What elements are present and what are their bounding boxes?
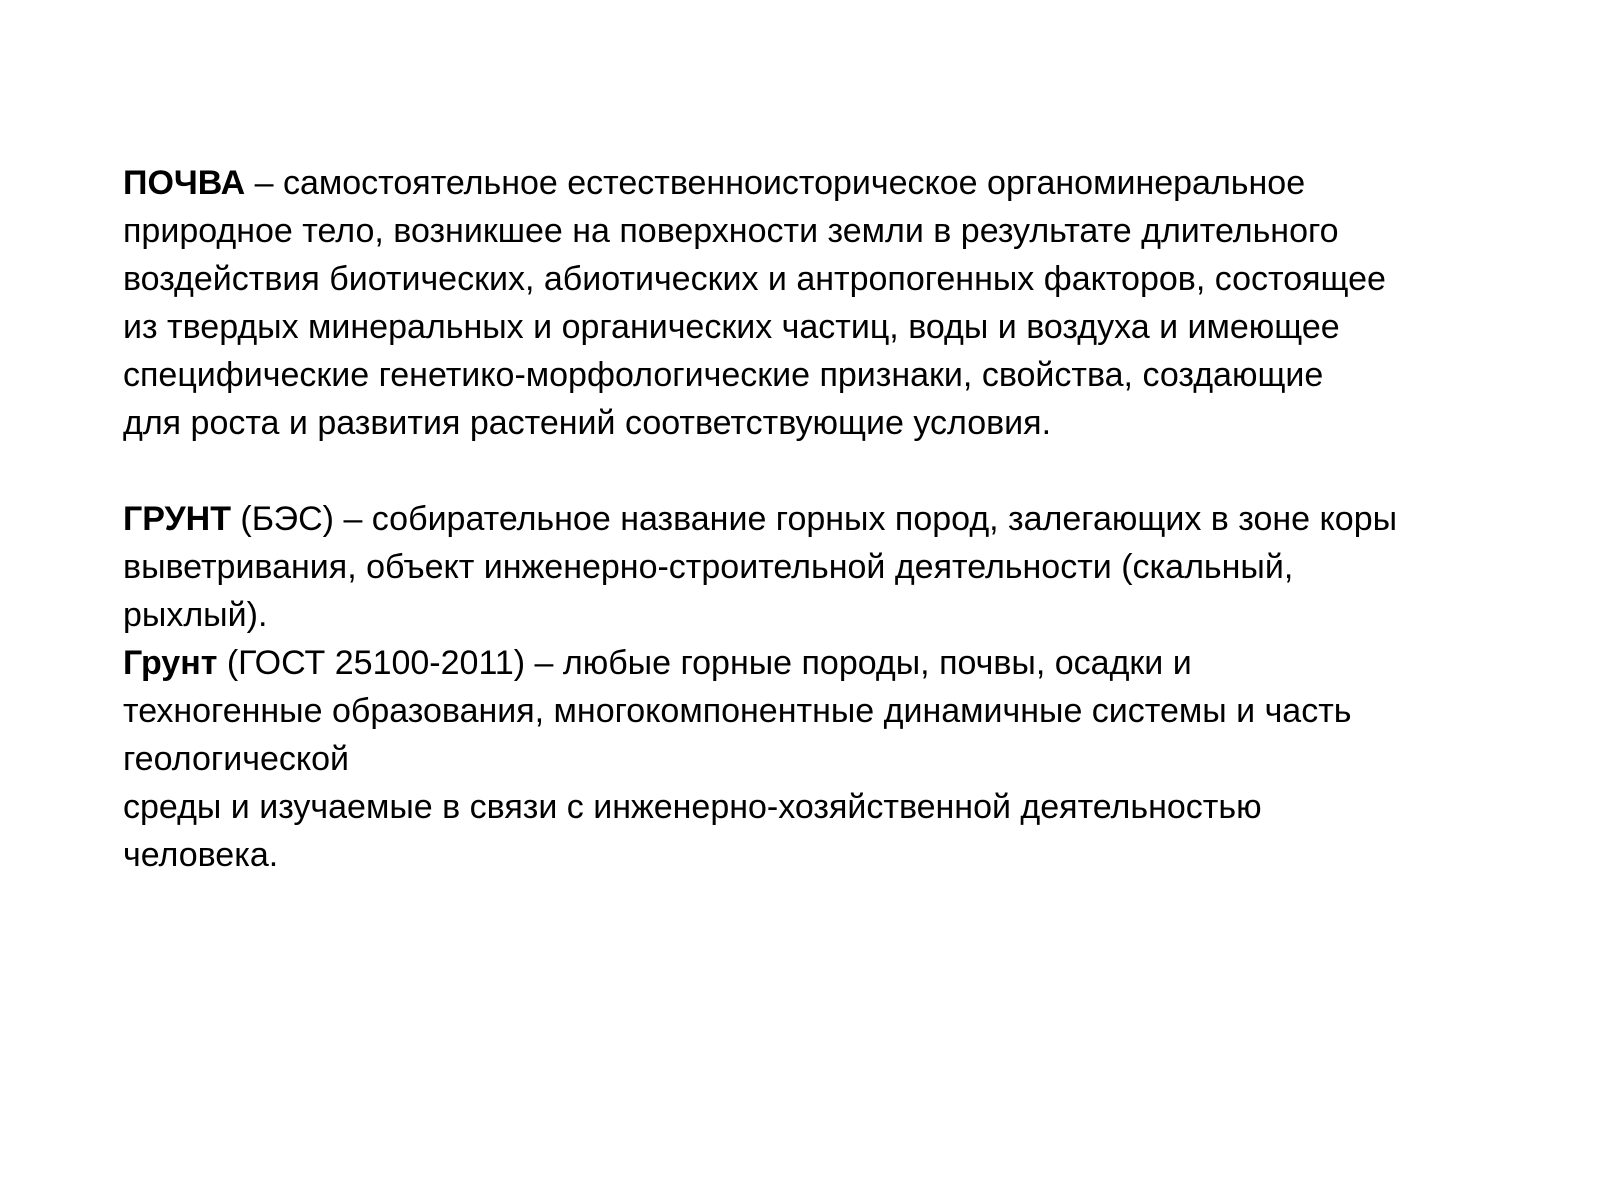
definition-grunt-gost [123,639,1523,879]
pochva-line-3: воздействия биотических, абиотических и антропогенных факторов, состоящее [123,260,1386,298]
grunt-gost-line-3: геологической [123,740,350,778]
definition-pochva [123,159,1523,447]
pochva-line-2: природное тело, возникшее на поверхности земли в результате длительного [123,212,1339,250]
term-grunt-bes: ГРУНТ [123,500,231,538]
pochva-line-1 [123,159,1523,207]
definition-grunt-bes [123,495,1523,639]
grunt-gost-line-1-text: (ГОСТ 25100-2011) – любые горные породы, почвы, осадки и [217,644,1192,682]
grunt-bes-line-1-text: (БЭС) – собирательное название горных пород, залегающих в зоне коры [230,500,1398,538]
grunt-bes-line-2: выветривания, объект инженерно-строительной деятельности (скальный, [123,548,1294,586]
pochva-line-4: из твердых минеральных и органических частиц, воды и воздуха и имеющее [123,308,1340,346]
grunt-bes-line-3: рыхлый). [123,596,268,634]
pochva-line-1-text: – самостоятельное естественноисторическое органоминеральное [245,164,1306,202]
term-pochva: ПОЧВА [123,164,246,202]
pochva-line-5: специфические генетико-морфологические признаки, свойства, создающие [123,356,1324,394]
paragraph-spacer [123,447,1523,495]
slide-content [123,159,1523,879]
grunt-gost-line-4: среды и изучаемые в связи с инженерно-хозяйственной деятельностью [123,788,1262,826]
grunt-gost-line-2: техногенные образования, многокомпонентные динамичные системы и часть [123,692,1352,730]
grunt-gost-line-1 [123,639,1523,687]
grunt-bes-line-1 [123,495,1523,543]
grunt-gost-line-5: человека. [123,836,279,874]
term-grunt-gost: Грунт [123,644,218,682]
pochva-line-6: для роста и развития растений соответствующие условия. [123,404,1052,442]
